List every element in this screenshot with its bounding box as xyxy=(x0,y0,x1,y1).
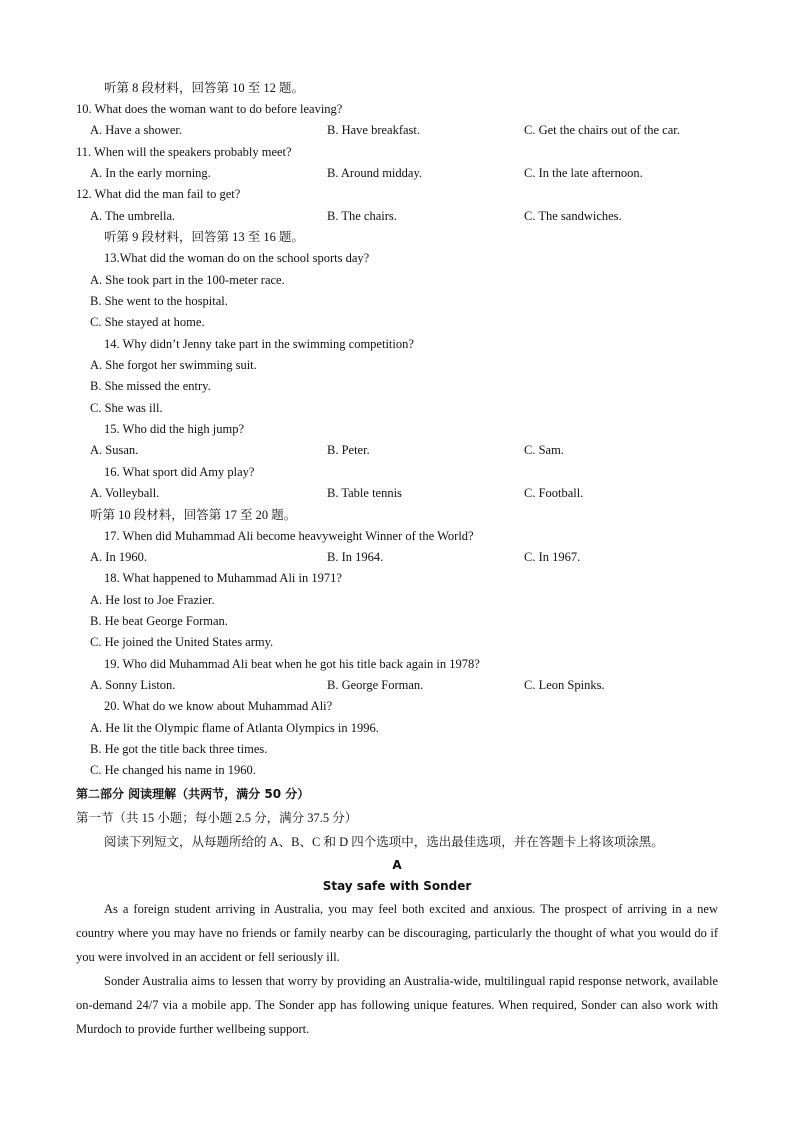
q13-option-b: B. She went to the hospital. xyxy=(90,294,228,308)
q17-option-c: C. In 1967. xyxy=(524,550,581,564)
q12-option-b: B. The chairs. xyxy=(327,209,397,223)
question-15: 15. Who did the high jump? xyxy=(104,422,245,436)
q19-option-c: C. Leon Spinks. xyxy=(524,678,605,692)
q10-option-b: B. Have breakfast. xyxy=(327,123,421,137)
part2-subheading: 第一节（共 15 小题；每小题 2.5 分，满分 37.5 分） xyxy=(76,811,358,825)
question-18: 18. What happened to Muhammad Ali in 1971? xyxy=(104,571,342,585)
part2-instruction: 阅读下列短文，从每题所给的 A、B、C 和 D 四个选项中，选出最佳选项，并在答题卡上将该项涂黑。 xyxy=(104,835,664,849)
passage-paragraph-2: Sonder Australia aims to lessen that worry by providing an Australia-wide, multilingual rapid response network, available on-demand 24/7 via a mobile app. The Sonder app has following unique features. When required, Sonder can also work with Murdoch to provide further wellbeing support. xyxy=(76,974,718,1036)
q12-option-c: C. The sandwiches. xyxy=(524,209,622,223)
q11-option-b: B. Around midday. xyxy=(327,166,423,180)
question-20: 20. What do we know about Muhammad Ali? xyxy=(104,699,333,713)
section10-instruction: 听第 10 段材料，回答第 17 至 20 题。 xyxy=(90,508,297,522)
question-11: 11. When will the speakers probably meet? xyxy=(76,145,292,159)
q10-option-a: A. Have a shower. xyxy=(90,123,182,137)
passage-paragraph-1: As a foreign student arriving in Australia, you may feel both excited and anxious. The prospect of arriving in a new country where you may have no friends or family nearby can be discouraging, particularly the thought of what you would do if you were involved in an accident or fell seriously ill. xyxy=(76,902,718,964)
q13-option-c: C. She stayed at home. xyxy=(90,315,205,329)
passage-title: Stay safe with Sonder xyxy=(322,879,472,893)
q15-option-a: A. Susan. xyxy=(90,443,139,457)
question-17: 17. When did Muhammad Ali become heavyweight Winner of the World? xyxy=(104,529,474,543)
q14-option-a: A. She forgot her swimming suit. xyxy=(90,358,257,372)
question-12: 12. What did the man fail to get? xyxy=(76,187,241,201)
q19-option-a: A. Sonny Liston. xyxy=(90,678,176,692)
q11-option-a: A. In the early morning. xyxy=(90,166,211,180)
question-19: 19. Who did Muhammad Ali beat when he got his title back again in 1978? xyxy=(104,657,480,671)
q15-option-b: B. Peter. xyxy=(327,443,370,457)
q16-option-a: A. Volleyball. xyxy=(90,486,160,500)
q11-option-c: C. In the late afternoon. xyxy=(524,166,643,180)
q18-option-a: A. He lost to Joe Frazier. xyxy=(90,593,215,607)
q13-option-a: A. She took part in the 100-meter race. xyxy=(90,273,285,287)
q20-option-c: C. He changed his name in 1960. xyxy=(90,763,256,777)
q17-option-b: B. In 1964. xyxy=(327,550,384,564)
q14-option-c: C. She was ill. xyxy=(90,401,163,415)
section9-instruction: 听第 9 段材料，回答第 13 至 16 题。 xyxy=(104,230,305,244)
q10-option-c: C. Get the chairs out of the car. xyxy=(524,123,680,137)
question-14: 14. Why didn’t Jenny take part in the swimming competition? xyxy=(104,337,414,351)
section8-instruction: 听第 8 段材料，回答第 10 至 12 题。 xyxy=(104,81,305,95)
q18-option-b: B. He beat George Forman. xyxy=(90,614,228,628)
question-10: 10. What does the woman want to do before leaving? xyxy=(76,102,343,116)
q19-option-b: B. George Forman. xyxy=(327,678,424,692)
q20-option-b: B. He got the title back three times. xyxy=(90,742,268,756)
question-13: 13.What did the woman do on the school sports day? xyxy=(104,251,370,265)
q16-option-b: B. Table tennis xyxy=(327,486,402,500)
q12-option-a: A. The umbrella. xyxy=(90,209,176,223)
q20-option-a: A. He lit the Olympic flame of Atlanta Olympics in 1996. xyxy=(90,721,379,735)
part2-heading: 第二部分 阅读理解（共两节，满分 50 分） xyxy=(76,787,310,801)
q14-option-b: B. She missed the entry. xyxy=(90,379,211,393)
passage-letter: A xyxy=(392,858,402,872)
q16-option-c: C. Football. xyxy=(524,486,584,500)
q15-option-c: C. Sam. xyxy=(524,443,564,457)
q17-option-a: A. In 1960. xyxy=(90,550,147,564)
q18-option-c: C. He joined the United States army. xyxy=(90,635,274,649)
question-16: 16. What sport did Amy play? xyxy=(104,465,255,479)
